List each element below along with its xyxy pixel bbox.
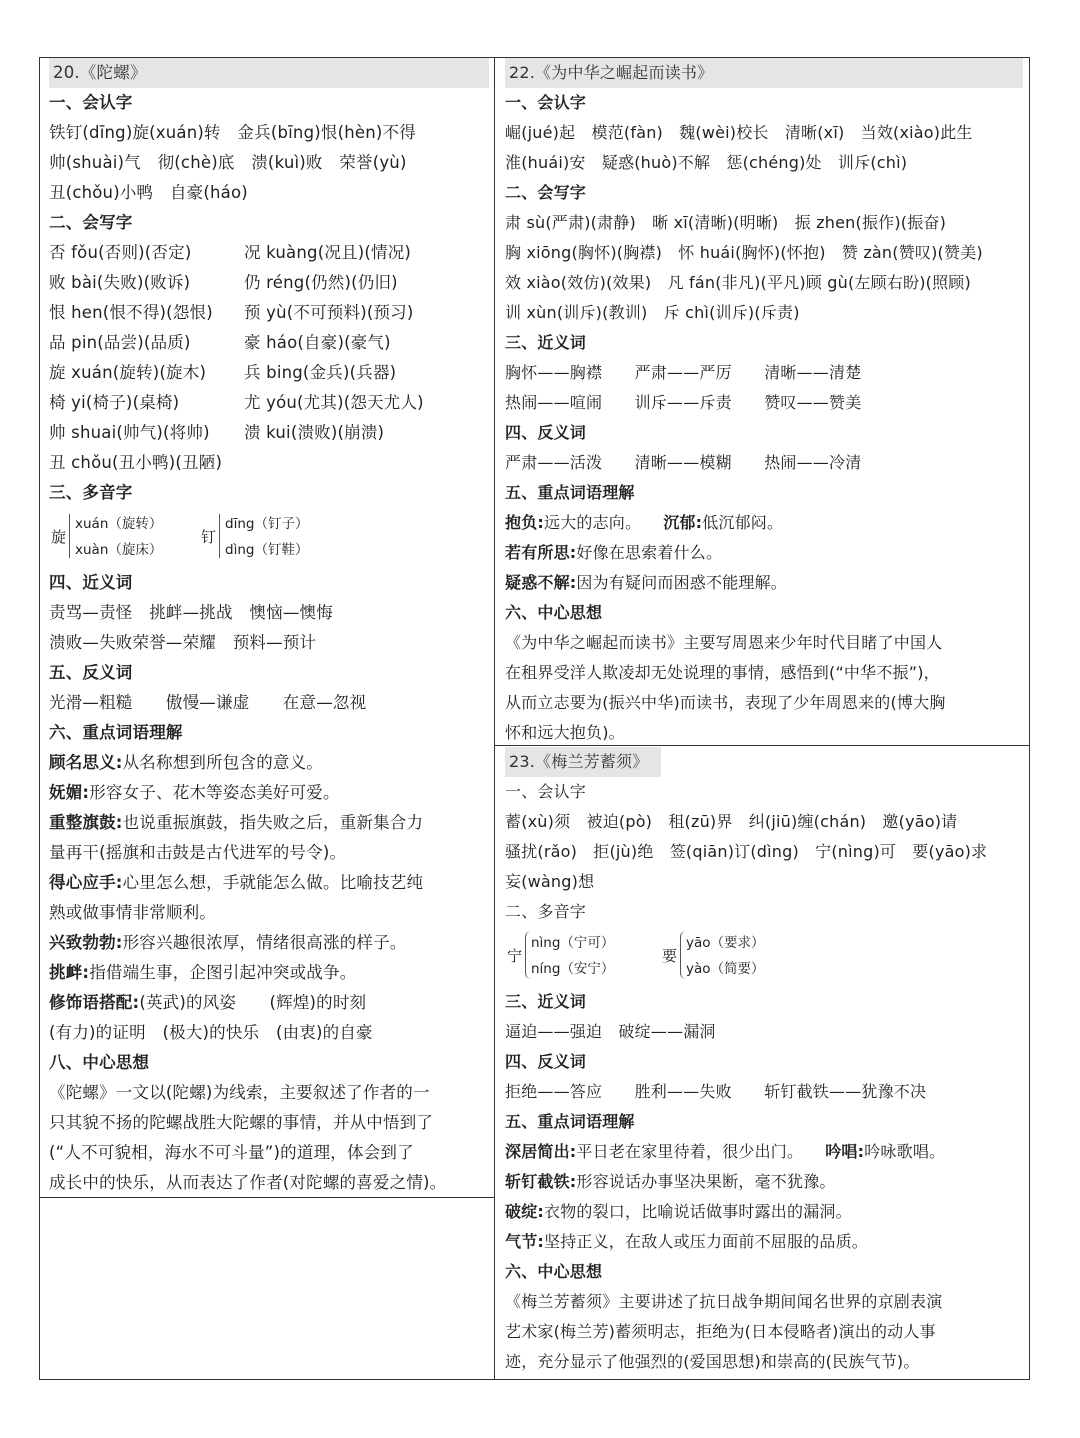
main-idea-line: 成长中的快乐，从而表达了作者(对陀螺的喜爱之情)。 [49,1173,447,1192]
write-chars-cell: 溃 kui(溃败)(崩溃) [244,423,385,442]
definition-line [49,988,489,1018]
write-chars-row [49,448,489,478]
polyphone-braces [505,927,1023,987]
write-chars-cell: 豪 háo(自豪)(豪气) [244,333,391,352]
synonyms-heading: 三、近义词 [505,333,587,352]
definition-continuation: 量再干(摇旗和击鼓是古代进军的号令)。 [49,843,347,862]
recognize-chars-line: 妄(wàng)想 [505,872,595,891]
write-chars-cell: 仍 réng(仍然)(仍旧) [244,273,398,292]
definition-text: 远大的志向。 [544,513,642,532]
definition-line [49,778,489,808]
antonyms-heading: 四、反义词 [505,1052,587,1071]
write-chars-row [49,328,489,358]
write-chars-cell: 败 bài(失败)(败诉) [49,273,191,292]
lesson-23-section [505,747,1023,1377]
polyphone-reading: nìng（宁可） [531,935,615,951]
polyphone-reading: dìng（钉鞋） [225,542,309,558]
write-chars-cell: 椅 yi(椅子)(桌椅) [49,393,180,412]
recognize-chars-heading: 一、会认字 [49,93,133,112]
write-chars-line: 胸 xiōng(胸怀)(胸襟) 怀 huái(胸怀)(怀抱) 赞 zàn(赞叹)(赞美) [505,243,983,262]
polyphone-reading: yāo（要求） [686,935,765,951]
definition-term: 得心应手: [49,873,123,892]
definition-line [49,958,489,988]
recognize-chars-line: 淮(huái)安 疑惑(huò)不解 惩(chéng)处 训斥(chì) [505,153,908,172]
synonyms-line: 热闹——喧闹 训斥——斥责 赞叹——赞美 [505,393,862,412]
polyphone-braces [49,508,489,568]
definition-text: 因为有疑问而困惑不能理解。 [576,573,788,592]
write-chars-row [49,358,489,388]
recognize-chars-line: 蓄(xù)须 被迫(pò) 租(zū)界 纠(jiū)缠(chán) 邀(yāo)请 [505,812,958,831]
recognize-chars-heading: 一、会认字 [505,93,587,112]
definition-line [505,1137,1023,1167]
synonyms-line: 溃败—失败荣誉—荣耀 预料—预计 [49,633,317,652]
main-idea-line: 艺术家(梅兰芳)蓄须明志，拒绝为(日本侵略者)演出的动人事 [505,1322,936,1341]
definition-text: 形容说话办事坚决果断，毫不犹豫。 [576,1172,836,1191]
synonyms-line: 胸怀——胸襟 严肃——严厉 清晰——清楚 [505,363,862,382]
write-chars-cell: 恨 hen(恨不得)(怨恨) [49,303,213,322]
antonyms-line: 拒绝——答应 胜利——失败 斩钉截铁——犹豫不决 [505,1082,927,1101]
main-idea-line: 怀和远大抱负)。 [505,723,625,742]
brace-icon [69,514,70,558]
definition-term: 挑衅: [49,963,90,982]
definition-term: 破绽: [505,1202,544,1221]
write-chars-line: 效 xiào(效仿)(效果) 凡 fán(非凡)(平凡)顾 gù(左顾右盼)(照顾) [505,273,971,292]
antonyms-heading: 四、反义词 [505,423,587,442]
write-chars-cell: 品 pin(品尝)(品质) [49,333,191,352]
polyphone-heading: 二、多音字 [505,902,587,921]
main-idea-heading: 六、中心思想 [505,1262,603,1281]
write-chars-cell: 帅 shuai(帅气)(将帅) [49,423,210,442]
definition-line [49,748,489,778]
write-chars-cell: 预 yù(不可预料)(预习) [244,303,414,322]
recognize-chars-heading: 一、会认字 [505,782,587,801]
definition-text: 从名称想到所包含的意义。 [122,753,324,772]
definition-term: 重整旗鼓: [49,813,123,832]
synonyms-line: 逼迫——强迫 破绽——漏洞 [505,1022,716,1041]
antonyms-heading: 五、反义词 [49,663,133,682]
polyphone-char: 宁 [507,947,523,965]
recognize-chars-line: 帅(shuài)气 彻(chè)底 溃(kuì)败 荣誉(yù) [49,153,407,172]
definition-continuation: (有力)的证明 (极大)的快乐 (由衷)的自豪 [49,1023,373,1042]
polyphone-reading: yào（简要） [686,961,765,977]
write-chars-row [49,268,489,298]
main-idea-line: 《梅兰芳蓄须》主要讲述了抗日战争期间闻名世界的京剧表演 [505,1292,943,1311]
definition-line [49,928,489,958]
definition-term: 若有所思: [505,543,577,562]
definition-line [49,808,489,838]
write-chars-line: 肃 sù(严肃)(肃静) 晰 xī(清晰)(明晰) 振 zhen(振作)(振奋) [505,213,947,232]
definition-text: 衣物的裂口，比喻说话做事时露出的漏洞。 [544,1202,852,1221]
write-chars-cell: 况 kuàng(况且)(情况) [244,243,412,262]
synonyms-heading: 四、近义词 [49,573,133,592]
write-chars-cell: 兵 bing(金兵)(兵器) [244,363,397,382]
main-idea-line: 只其貌不扬的陀螺战胜大陀螺的事情，并从中悟到了 [49,1113,434,1132]
definition-text: 心里怎么想，手就能怎么做。比喻技艺纯 [122,873,424,892]
definition-text: 坚持正义，在敌人或压力面前不屈服的品质。 [544,1232,869,1251]
key-words-heading: 五、重点词语理解 [505,483,635,502]
lesson-22-title: 22.《为中华之崛起而读书》 [505,58,1023,88]
definition-line [505,1167,1023,1197]
definition-term: 斩钉截铁: [505,1172,577,1191]
definition-term: 抱负: [505,513,544,532]
definition-term: 疑惑不解: [505,573,577,592]
definition-term: 顾名思义: [49,753,123,772]
main-idea-line: (“人不可貌相，海水不可斗量”)的道理，体会到了 [49,1143,414,1162]
main-idea-line: 迹，充分显示了他强烈的(爱国思想)和崇高的(民族气节)。 [505,1352,920,1371]
definition-text: 指借端生事，企图引起冲突或战争。 [89,963,357,982]
key-words-heading: 六、重点词语理解 [49,723,183,742]
definition-term: 气节: [505,1232,544,1251]
definition-term: 沉郁: [663,513,703,532]
main-idea-heading: 八、中心思想 [49,1053,150,1072]
definition-term: 兴致勃勃: [49,933,123,952]
definition-line [505,1227,1023,1257]
main-idea-line: 在租界受洋人欺凌却无处说理的事情，感悟到(“中华不振”)， [505,663,940,682]
recognize-chars-line: 丑(chǒu)小鸭 自豪(háo) [49,183,248,202]
definition-term: 深居简出: [505,1142,577,1161]
write-chars-row [49,388,489,418]
write-chars-cell: 尤 yóu(尤其)(怨天尤人) [244,393,424,412]
synonyms-heading: 三、近义词 [505,992,587,1011]
lesson-22-section [505,58,1023,748]
definition-text: 平日老在家里待着，很少出门。 [576,1142,804,1161]
write-chars-row [49,418,489,448]
write-chars-heading: 二、会写字 [505,183,587,202]
polyphone-reading: xuán（旋转） [75,516,163,532]
definition-continuation: 熟或做事情非常顺利。 [49,903,216,922]
definition-text: 好像在思索着什么。 [576,543,723,562]
definition-term: 妩媚: [49,783,90,802]
polyphone-heading: 三、多音字 [49,483,133,502]
definition-text: 形容女子、花木等姿态美好可爱。 [89,783,340,802]
definition-text: 也说重振旗鼓，指失败之后，重新集合力 [122,813,424,832]
definition-term: 吟唱: [825,1142,865,1161]
write-chars-row [49,298,489,328]
polyphone-char: 旋 [51,528,67,546]
brace-icon [219,514,220,558]
definition-text: (英武)的风姿 (辉煌)的时刻 [139,993,367,1012]
polyphone-char: 要 [662,947,678,965]
definition-line [505,508,1023,538]
write-chars-heading: 二、会写字 [49,213,133,232]
recognize-chars-line: 骚扰(rǎo) 拒(jù)绝 签(qiān)订(dìng) 宁(nìng)可 要(yāo)求 [505,842,988,861]
recognize-chars-line: 铁钉(dīng)旋(xuán)转 金兵(bīng)恨(hèn)不得 [49,123,416,142]
main-idea-heading: 六、中心思想 [505,603,603,622]
antonyms-line: 光滑—粗糙 傲慢—谦虚 在意—忽视 [49,693,367,712]
definition-text: 形容兴趣很浓厚，情绪很高涨的样子。 [122,933,407,952]
lesson-20-section [49,58,489,1198]
lesson-20-title: 20.《陀螺》 [49,58,489,88]
polyphone-reading: dīng（钉子） [225,516,309,532]
lesson-23-title: 23.《梅兰芳蓄须》 [505,747,661,777]
write-chars-line: 训 xùn(训斥)(教训) 斥 chì(训斥)(斥责) [505,303,800,322]
column-divider [494,57,495,1380]
definition-term: 修饰语搭配: [49,993,140,1012]
antonyms-line: 严肃——活泼 清晰——模糊 热闹——冷清 [505,453,862,472]
definition-text: 吟咏歌唱。 [864,1142,946,1161]
key-words-heading: 五、重点词语理解 [505,1112,635,1131]
write-chars-cell: 丑 chǒu(丑小鸭)(丑陋) [49,453,223,472]
main-idea-line: 从而立志要为(振兴中华)而读书，表现了少年周恩来的(博大胸 [505,693,946,712]
write-chars-cell: 否 fǒu(否则)(否定) [49,243,192,262]
definition-text: 低沉郁闷。 [702,513,784,532]
recognize-chars-line: 崛(jué)起 模范(fàn) 魏(wèi)校长 清晰(xī) 当效(xiào)此生 [505,123,973,142]
polyphone-reading: níng（安宁） [531,961,615,977]
polyphone-char: 钉 [201,528,217,546]
definition-line [505,1197,1023,1227]
definition-line [49,868,489,898]
definition-line [505,568,1023,598]
definition-line [505,538,1023,568]
main-idea-line: 《陀螺》一文以(陀螺)为线索，主要叙述了作者的一 [49,1083,430,1102]
write-chars-row [49,238,489,268]
synonyms-line: 责骂—责怪 挑衅—挑战 懊恼—懊悔 [49,603,333,622]
main-idea-line: 《为中华之崛起而读书》主要写周恩来少年时代目睹了中国人 [505,633,943,652]
polyphone-reading: xuàn（旋床） [75,542,163,558]
write-chars-cell: 旋 xuán(旋转)(旋木) [49,363,207,382]
